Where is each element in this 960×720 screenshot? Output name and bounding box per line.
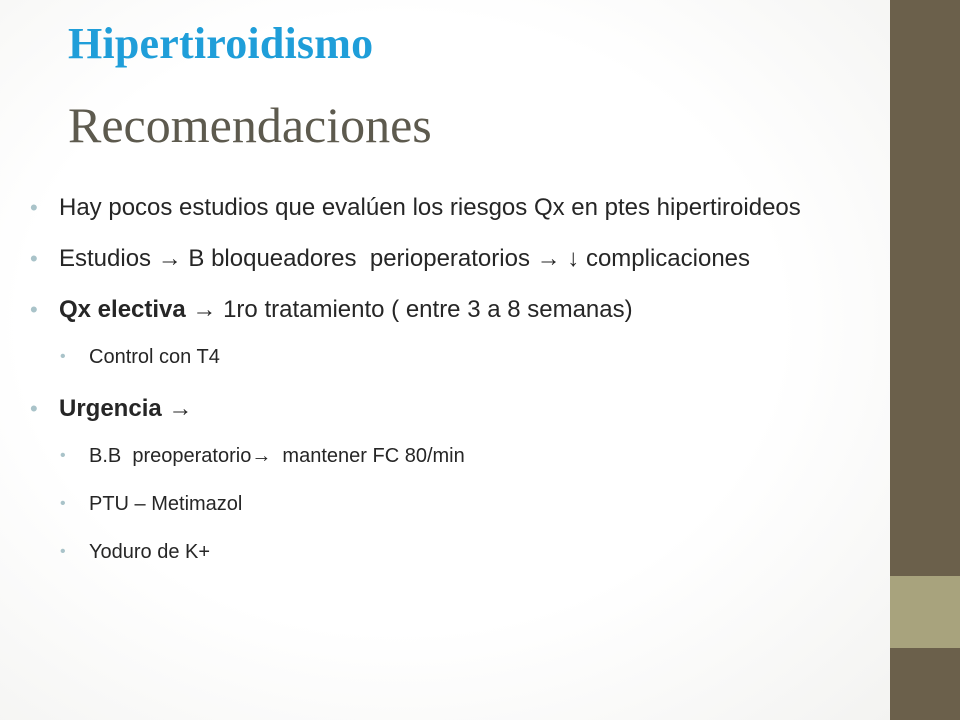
side-band-top — [890, 0, 960, 576]
bullet-bold-text: Qx electiva — [59, 296, 186, 323]
slide-subtitle: Recomendaciones — [68, 97, 432, 153]
bullet-item — [30, 292, 880, 328]
bullet-item — [30, 190, 880, 226]
bullet-text: Hay pocos estudios que evalúen los riesgos Qx en ptes hipertiroideos — [59, 194, 801, 221]
bullet-text: Estudios → B bloqueadores perioperatorios → ↓ complicaciones — [59, 245, 751, 272]
bullet-text: → 1ro tratamiento ( entre 3 a 8 semanas) — [185, 296, 633, 323]
bullet-dot-icon: • — [30, 396, 38, 421]
sub-bullet-item — [30, 343, 880, 371]
bullet-dot-icon: • — [60, 495, 66, 512]
side-band-bottom — [890, 648, 960, 720]
bullet-bold-text: Urgencia — [59, 395, 162, 422]
bullet-dot-icon: • — [60, 447, 66, 464]
side-band-accent — [890, 576, 960, 648]
sub-bullet-text: Yoduro de K+ — [89, 541, 211, 563]
bullet-dot-icon: • — [60, 543, 66, 560]
slide-title: Hipertiroidismo — [68, 19, 374, 68]
sub-bullet-text: Control con T4 — [89, 346, 220, 368]
sub-bullet-text: PTU – Metimazol — [89, 493, 243, 515]
bullet-item — [30, 241, 880, 277]
bullet-dot-icon: • — [30, 195, 38, 220]
sub-bullet-item — [30, 490, 880, 518]
decorative-side-band — [890, 0, 960, 720]
bullet-list — [30, 190, 880, 586]
sub-bullet-item — [30, 538, 880, 566]
bullet-dot-icon: • — [30, 297, 38, 322]
bullet-dot-icon: • — [60, 348, 66, 365]
sub-bullet-item — [30, 442, 880, 470]
bullet-dot-icon: • — [30, 246, 38, 271]
bullet-item — [30, 391, 880, 427]
bullet-text: → — [161, 395, 193, 422]
sub-bullet-text: B.B preoperatorio→ mantener FC 80/min — [89, 445, 465, 467]
